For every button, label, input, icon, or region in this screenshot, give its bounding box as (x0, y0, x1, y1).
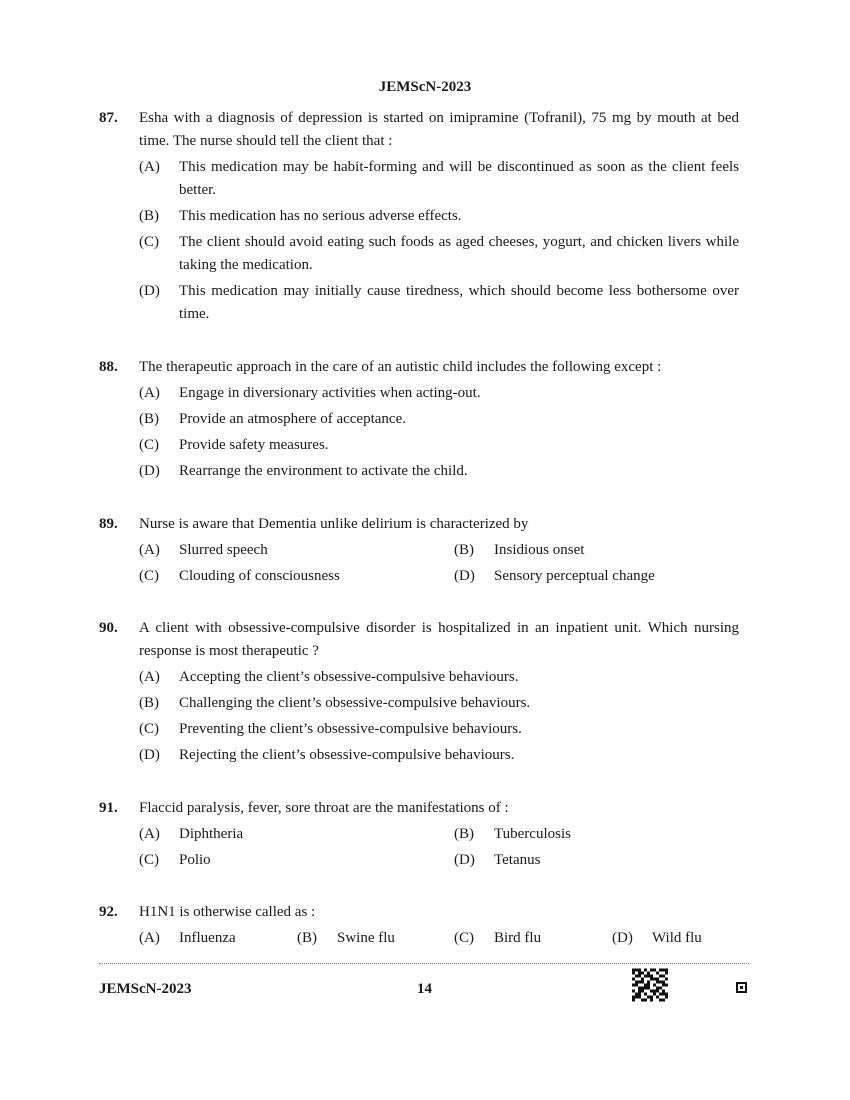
option-text: Insidious onset (494, 542, 585, 558)
option-c (139, 849, 211, 872)
question-90 (99, 617, 739, 767)
option-label: (C) (139, 852, 159, 868)
option-d (612, 927, 702, 950)
option-label: (A) (139, 385, 160, 401)
question-number: 91. (99, 800, 118, 816)
option-label: (D) (454, 568, 475, 584)
question-91 (99, 797, 739, 875)
option-b (454, 539, 584, 562)
option-c (139, 434, 739, 457)
option-label: (D) (612, 930, 633, 946)
option-b (454, 823, 571, 846)
option-text: Engage in diversionary activities when acting-out. (179, 385, 481, 401)
option-a (139, 382, 739, 405)
option-text: Slurred speech (179, 542, 268, 558)
question-92 (99, 901, 739, 953)
option-label: (A) (139, 930, 160, 946)
option-label: (B) (454, 826, 474, 842)
option-label: (C) (139, 721, 159, 737)
question-87 (99, 107, 739, 326)
corner-mark-icon (736, 982, 747, 993)
question-text: H1N1 is otherwise called as : (139, 904, 316, 920)
option-text: Wild flu (652, 930, 702, 946)
option-c (139, 565, 340, 588)
option-text: Provide safety measures. (179, 437, 329, 453)
option-text: Clouding of consciousness (179, 568, 340, 584)
option-a (139, 539, 268, 562)
option-text: Preventing the client’s obsessive-compulsive behaviours. (179, 721, 522, 737)
option-text: Tuberculosis (494, 826, 571, 842)
option-row (139, 927, 739, 953)
option-label: (C) (139, 437, 159, 453)
question-text: The therapeutic approach in the care of an autistic child includes the following except : (139, 359, 662, 375)
option-label: (C) (139, 568, 159, 584)
option-d (139, 744, 739, 767)
option-label: (B) (297, 930, 317, 946)
option-row (139, 823, 739, 849)
option-label: (C) (454, 930, 474, 946)
option-label: (D) (139, 747, 160, 763)
option-label: (D) (454, 852, 475, 868)
option-b (139, 692, 739, 715)
option-label: (D) (139, 463, 160, 479)
option-text: Rejecting the client’s obsessive-compulsive behaviours. (179, 747, 515, 763)
option-text: This medication may initially cause tiredness, which should become less bothersome over time. (179, 283, 739, 322)
option-label: (A) (139, 669, 160, 685)
option-text: This medication may be habit-forming and will be discontinued as soon as the client feels better. (179, 159, 739, 198)
option-a (139, 156, 739, 202)
option-text: Rearrange the environment to activate the child. (179, 463, 468, 479)
option-row (139, 565, 739, 591)
option-label: (B) (139, 208, 159, 224)
option-d (454, 849, 540, 872)
option-label: (A) (139, 826, 160, 842)
question-text: Esha with a diagnosis of depression is started on imipramine (Tofranil), 75 mg by mouth at bed time. The nurse should tell the client that : (139, 110, 739, 149)
qr-code-icon (632, 968, 668, 1002)
question-88 (99, 356, 739, 483)
option-text: Accepting the client’s obsessive-compulsive behaviours. (179, 669, 519, 685)
question-number: 88. (99, 359, 118, 375)
question-number: 89. (99, 516, 118, 532)
option-label: (B) (454, 542, 474, 558)
question-89 (99, 513, 739, 591)
option-text: Sensory perceptual change (494, 568, 655, 584)
option-c (139, 718, 739, 741)
option-row (139, 849, 739, 875)
option-text: Challenging the client’s obsessive-compulsive behaviours. (179, 695, 531, 711)
footer-code: JEMScN-2023 (99, 981, 192, 997)
option-text: Influenza (179, 930, 236, 946)
option-label: (B) (139, 411, 159, 427)
option-text: This medication has no serious adverse effects. (179, 208, 462, 224)
question-text: A client with obsessive-compulsive disorder is hospitalized in an inpatient unit. Which nursing response is most therapeutic ? (139, 620, 739, 659)
option-text: Bird flu (494, 930, 542, 946)
option-text: Swine flu (337, 930, 395, 946)
option-text: Diphtheria (179, 826, 244, 842)
question-number: 90. (99, 620, 118, 636)
option-text: Polio (179, 852, 211, 868)
question-number: 87. (99, 110, 118, 126)
option-label: (A) (139, 159, 160, 175)
option-c (139, 231, 739, 277)
option-a (139, 927, 236, 950)
option-b (139, 408, 739, 431)
option-text: Tetanus (494, 852, 541, 868)
option-b (297, 927, 395, 950)
option-a (139, 823, 243, 846)
page-number: 14 (417, 981, 432, 997)
question-text: Nurse is aware that Dementia unlike delirium is characterized by (139, 516, 529, 532)
option-d (139, 460, 739, 483)
page-header-code: JEMScN-2023 (378, 79, 472, 95)
option-text: Provide an atmosphere of acceptance. (179, 411, 406, 427)
option-a (139, 666, 739, 689)
option-b (139, 205, 739, 228)
option-text: The client should avoid eating such foods as aged cheeses, yogurt, and chicken livers while taking the medication. (179, 234, 739, 273)
option-c (454, 927, 541, 950)
option-label: (D) (139, 283, 160, 299)
question-text: Flaccid paralysis, fever, sore throat are the manifestations of : (139, 800, 509, 816)
question-number: 92. (99, 904, 118, 920)
footer-divider (99, 963, 749, 964)
option-label: (B) (139, 695, 159, 711)
option-row (139, 539, 739, 565)
option-d (139, 280, 739, 326)
option-label: (A) (139, 542, 160, 558)
option-d (454, 565, 655, 588)
option-label: (C) (139, 234, 159, 250)
